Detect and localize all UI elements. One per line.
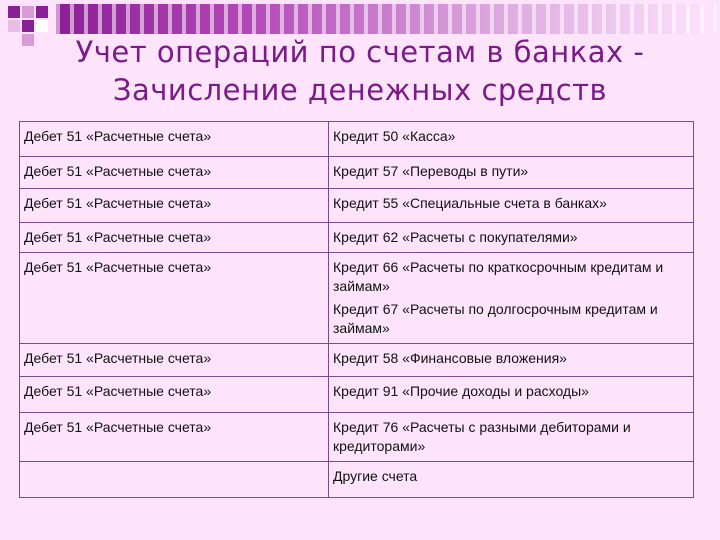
deco-square bbox=[8, 20, 20, 32]
table-row bbox=[20, 157, 694, 189]
table-row bbox=[20, 377, 694, 413]
credit-entry: Кредит 50 «Касса» bbox=[333, 128, 456, 144]
deco-square bbox=[36, 6, 48, 18]
deco-square bbox=[8, 6, 20, 18]
table-row bbox=[20, 413, 694, 462]
credit-entry: Кредит 62 «Расчеты с покупателями» bbox=[333, 229, 578, 245]
table-body bbox=[20, 122, 694, 498]
debit-cell: Дебет 51 «Расчетные счета» bbox=[20, 122, 329, 157]
deco-square bbox=[22, 6, 34, 18]
debit-cell: Дебет 51 «Расчетные счета» bbox=[20, 377, 329, 413]
table-row bbox=[20, 344, 694, 377]
debit-cell: Дебет 51 «Расчетные счета» bbox=[20, 413, 329, 462]
debit-cell: Дебет 51 «Расчетные счета» bbox=[20, 344, 329, 377]
credit-cell bbox=[329, 344, 694, 377]
credit-entry: Другие счета bbox=[333, 468, 418, 484]
table-row bbox=[20, 122, 694, 157]
credit-entry: Кредит 91 «Прочие доходы и расходы» bbox=[333, 383, 589, 399]
table-row bbox=[20, 223, 694, 253]
debit-cell bbox=[20, 462, 329, 498]
deco-square bbox=[36, 20, 48, 32]
credit-entry: Кредит 57 «Переводы в пути» bbox=[333, 163, 529, 179]
credit-cell bbox=[329, 377, 694, 413]
title-line-2: Зачисление денежных средств bbox=[112, 73, 608, 107]
accounting-entries-table bbox=[19, 121, 694, 498]
debit-cell: Дебет 51 «Расчетные счета» bbox=[20, 253, 329, 344]
table-row bbox=[20, 462, 694, 498]
debit-cell: Дебет 51 «Расчетные счета» bbox=[20, 189, 329, 223]
slide-title bbox=[0, 33, 720, 109]
debit-cell: Дебет 51 «Расчетные счета» bbox=[20, 157, 329, 189]
credit-entry: Кредит 76 «Расчеты с разными дебиторами и кредиторами» bbox=[333, 419, 631, 454]
table-row bbox=[20, 189, 694, 223]
table-row bbox=[20, 253, 694, 344]
credit-entry: Кредит 67 «Расчеты по долгосрочным кредитам и займам» bbox=[333, 301, 658, 336]
title-line-1: Учет операций по счетам в банках - bbox=[75, 35, 645, 69]
deco-square bbox=[22, 20, 34, 32]
credit-entry: Кредит 58 «Финансовые вложения» bbox=[333, 350, 567, 366]
credit-cell bbox=[329, 253, 694, 344]
credit-entry: Кредит 66 «Расчеты по краткосрочным кредитам и займам» bbox=[333, 259, 664, 294]
credit-cell bbox=[329, 189, 694, 223]
credit-cell bbox=[329, 462, 694, 498]
credit-entry: Кредит 55 «Специальные счета в банках» bbox=[333, 195, 607, 211]
credit-cell bbox=[329, 223, 694, 253]
credit-cell bbox=[329, 122, 694, 157]
credit-cell bbox=[329, 413, 694, 462]
header-stripe-bar bbox=[56, 4, 716, 34]
credit-cell bbox=[329, 157, 694, 189]
debit-cell: Дебет 51 «Расчетные счета» bbox=[20, 223, 329, 253]
